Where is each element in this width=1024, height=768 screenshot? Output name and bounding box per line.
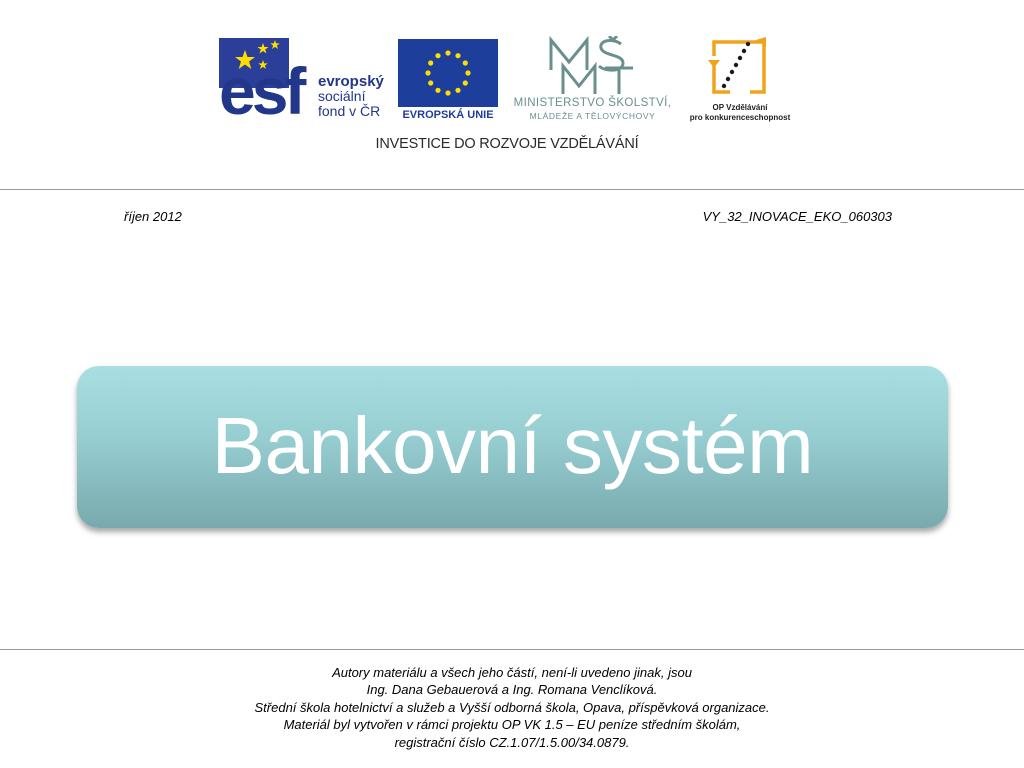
bottom-divider <box>0 649 1024 650</box>
title-box <box>77 366 948 528</box>
op-vk-mark-icon <box>706 36 772 100</box>
slide-title: Bankovní systém <box>211 401 814 490</box>
logo-header <box>0 0 1024 190</box>
op-vk-name-line-1: OP Vzdělávání <box>712 103 768 112</box>
footer-line: Materiál byl vytvořen v rámci projektu OP VK 1.5 – EU peníze středním školám, <box>283 717 741 733</box>
eu-caption: EVROPSKÁ UNIE <box>402 109 494 121</box>
eu-logo <box>398 39 498 123</box>
date-label: říjen 2012 <box>124 209 182 224</box>
msmt-mark-icon <box>547 36 637 98</box>
op-vk-name-line-2: pro konkurenceschopnost <box>689 113 791 122</box>
footer-credits <box>0 664 1024 751</box>
footer-line: Autory materiálu a všech jeho částí, není-li uvedeno jinak, jsou <box>332 665 692 680</box>
msmt-name-line-1: MINISTERSTVO ŠKOLSTVÍ, <box>513 97 672 109</box>
top-divider <box>0 189 1024 190</box>
msmt-logo <box>505 36 680 122</box>
eu-flag-icon <box>398 39 498 107</box>
footer-line: registrační číslo CZ.1.07/1.5.00/34.0879. <box>394 734 630 750</box>
esf-wordmark <box>318 74 384 119</box>
esf-logo <box>219 38 391 128</box>
op-vk-logo <box>684 36 796 124</box>
material-code: VY_32_INOVACE_EKO_060303 <box>702 209 892 224</box>
footer-line: Ing. Dana Gebauerová a Ing. Romana Venclíková. <box>366 682 658 698</box>
investment-tagline: INVESTICE DO ROZVOJE VZDĚLÁVÁNÍ <box>375 136 639 152</box>
msmt-name-line-2: MLÁDEŽE A TĚLOVÝCHOVY <box>529 111 656 121</box>
footer-line: Střední škola hotelnictví a služeb a Vyšší odborná škola, Opava, příspěvková organizace. <box>254 699 770 715</box>
eu-stars-icon <box>398 39 498 107</box>
esf-letters: esf <box>219 54 303 128</box>
esf-word-3: fond v ČR <box>318 103 381 119</box>
esf-word-2: sociální <box>318 88 366 104</box>
esf-word-1: evropský <box>318 73 384 90</box>
